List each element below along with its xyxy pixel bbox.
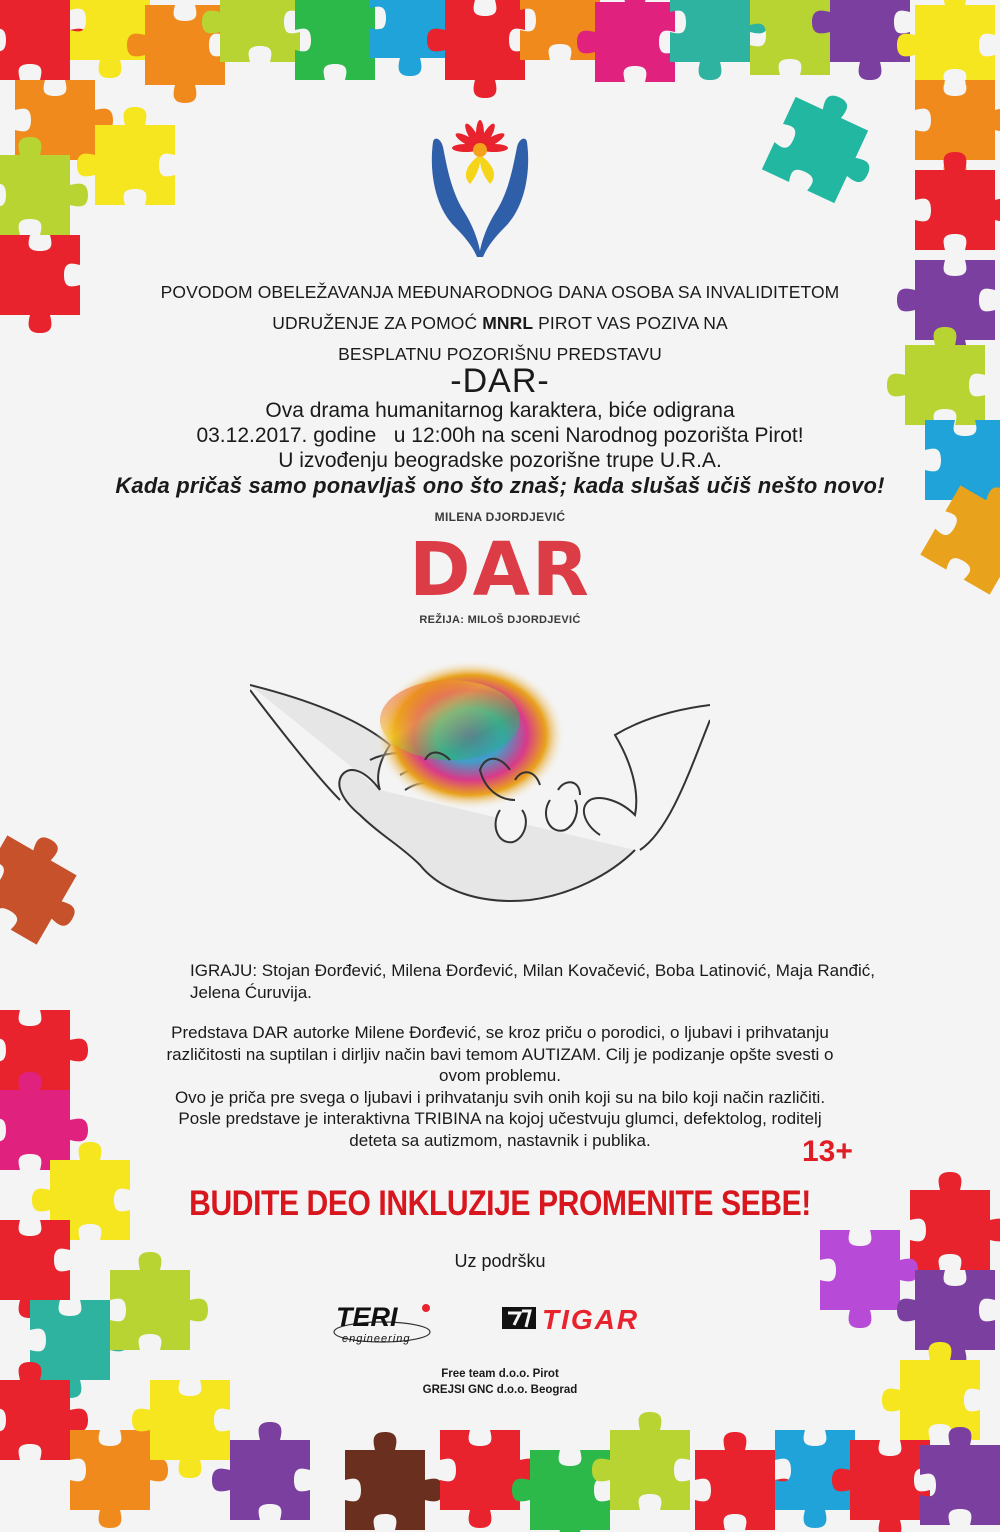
poster-author: MILENA DJORDJEVIĆ (434, 510, 566, 524)
organization-abbrev: MNRL (482, 313, 534, 333)
intro-line (0, 308, 1000, 339)
cast-list: IGRAJU: Stojan Đorđević, Milena Đorđević, Milan Kovačević, Boba Latinović, Maja Ranđić, Jelena Ćuruvija. (190, 961, 876, 1002)
puzzle-piece (345, 1432, 443, 1530)
age-rating: 13+ (802, 1135, 853, 1168)
support-label: Uz podršku (454, 1251, 546, 1271)
puzzle-piece (920, 1427, 1000, 1525)
cupped-hands-illustration (250, 650, 710, 920)
details-line: Ova drama humanitarnog karaktera, biće odigrana (265, 399, 735, 422)
poster-title: DAR (409, 527, 591, 613)
puzzle-piece (897, 0, 995, 85)
intro-line-part: UDRUŽENJE ZA POMOĆ (272, 313, 483, 333)
teri-logo-text: TERI (336, 1302, 398, 1332)
intro-line: POVODOM OBELEŽAVANJA MEĐUNARODNOG DANA OSOBA SA INVALIDITETOM (160, 282, 840, 302)
puzzle-piece (0, 820, 101, 954)
details-line: 03.12.2017. godine u 12:00h na sceni Narodnog pozorišta Pirot! (196, 424, 804, 447)
sponsors (0, 1366, 1000, 1398)
teri-logo-subtext: engineering (342, 1333, 411, 1345)
poster-director: REŽIJA: MILOŠ DJORDJEVIĆ (419, 614, 581, 626)
description-line: Posle predstave je interaktivna TRIBINA na kojoj učestvuju glumci, defektolog, roditelj (178, 1109, 822, 1128)
intro-line-part: PIROT VAS POZIVA NA (533, 313, 728, 333)
intro-line: BESPLATNU POZORIŠNU PREDSTAVU (338, 344, 662, 364)
tigar-logo (500, 1303, 710, 1333)
slogan: BUDITE DEO INKLUZIJE PROMENITE SEBE! (189, 1184, 811, 1223)
tigar-logo-graphic (500, 1303, 710, 1333)
sponsor-line: Free team d.o.o. Pirot (441, 1368, 559, 1380)
description-line: Ovo je priča pre svega o ljubavi i prihvatanju svih onih koji su na bilo koji način različiti. (174, 1087, 826, 1107)
hands-flower-logo (425, 112, 535, 260)
puzzle-piece (592, 1412, 690, 1510)
description (0, 1022, 1000, 1151)
description-line: različitosti na suptilan i dirljiv način bavi temom AUTIZAM. Cilj je podizanje opšte svesti o (166, 1044, 834, 1064)
play-title: -DAR- (450, 362, 550, 400)
puzzle-piece (915, 152, 1000, 250)
description-line: ovom problemu. (439, 1066, 561, 1085)
sponsor-line: GREJSI GNC d.o.o. Beograd (422, 1384, 578, 1396)
details-line: U izvođenju beogradske pozorišne trupe U.R.A. (278, 449, 722, 472)
tigar-logo-text: TIGAR (542, 1304, 640, 1333)
quote: Kada pričaš samo ponavljaš ono što znaš; kada slušaš učiš nešto novo! (115, 473, 885, 498)
puzzle-piece (762, 81, 892, 211)
teri-logo-graphic (332, 1300, 432, 1346)
teri-logo (332, 1300, 432, 1346)
event-details (0, 398, 1000, 473)
intro-text (0, 277, 1000, 370)
description-line: deteta sa autizmom, nastavnik i publika. (349, 1130, 651, 1150)
description-line: Predstava DAR autorke Milene Đorđević, se kroz priču o porodici, o ljubavi i prihvatanju (171, 1023, 829, 1042)
